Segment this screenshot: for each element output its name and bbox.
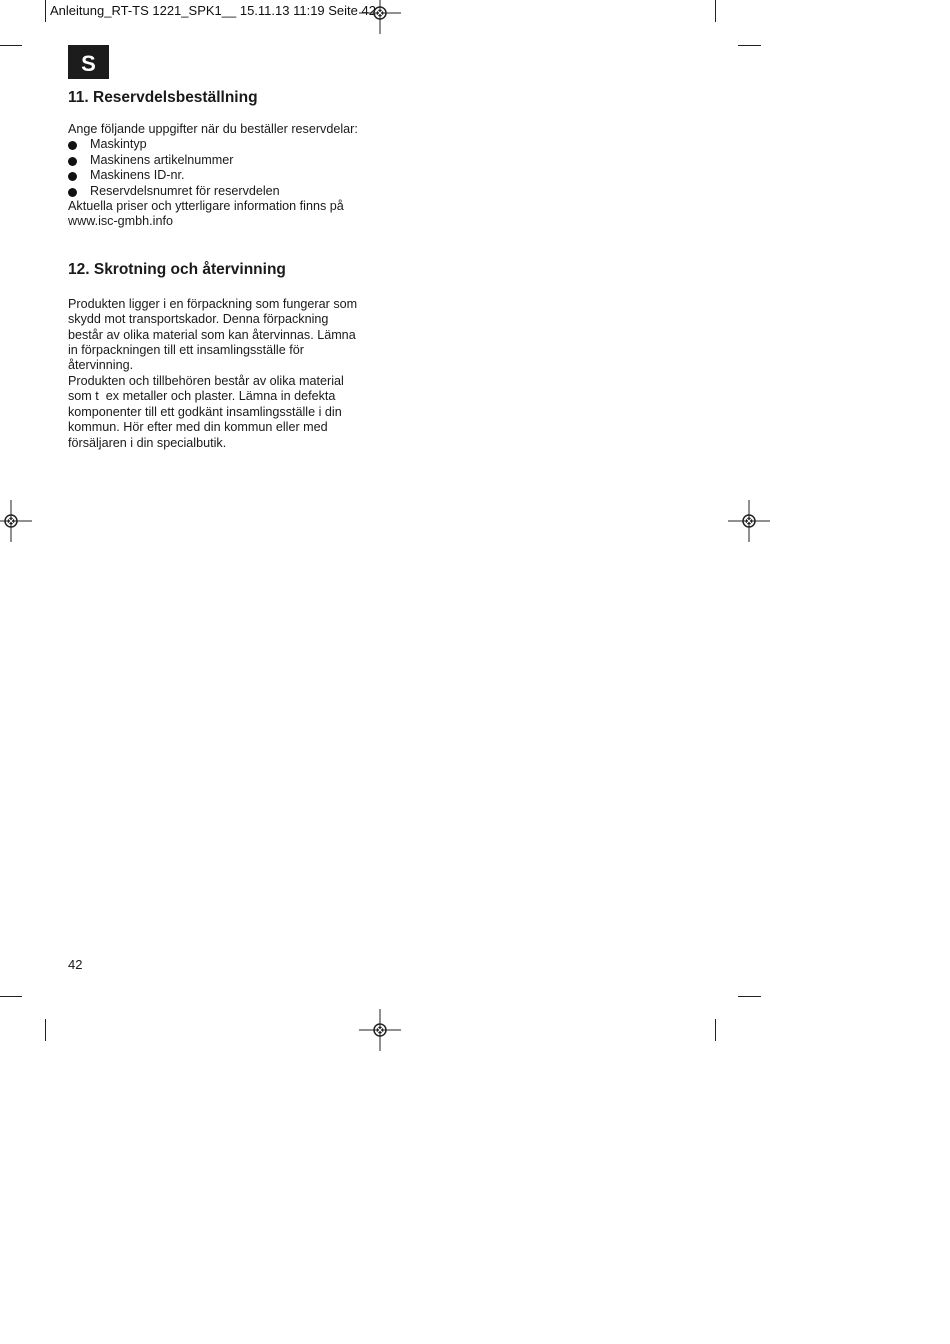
section-intro: Ange följande uppgifter när du beställer reservdelar: — [68, 122, 358, 136]
section-heading: 11. Reservdelsbeställning — [68, 89, 258, 106]
bullet-icon — [68, 172, 77, 181]
text-line: består av olika material som kan återvinnas. Lämna — [68, 327, 356, 342]
list-item: Maskinens artikelnummer — [68, 153, 368, 168]
bullet-icon — [68, 188, 77, 197]
crop-mark — [0, 996, 22, 997]
text-line: Produkten ligger i en förpackning som fungerar som — [68, 296, 358, 311]
main-content — [68, 88, 368, 451]
paragraph — [68, 297, 368, 374]
list-item: Maskinens ID-nr. — [68, 168, 368, 183]
text-line: skydd mot transportskador. Denna förpackning — [68, 312, 329, 327]
page-number: 42 — [68, 957, 83, 972]
crop-mark — [738, 996, 761, 997]
crop-mark — [715, 0, 716, 22]
crop-mark — [0, 45, 22, 46]
registration-mark-icon — [0, 500, 32, 542]
text-line: försäljaren i din specialbutik. — [68, 435, 227, 450]
crop-mark — [738, 45, 761, 46]
registration-mark-icon — [359, 1009, 401, 1051]
text-line: komponenter till ett godkänt insamlingsställe i din — [68, 404, 342, 419]
list-item: Reservdelsnumret för reservdelen — [68, 184, 368, 199]
bullet-list — [68, 137, 368, 199]
section-heading: 12. Skrotning och återvinning — [68, 260, 286, 278]
bullet-icon — [68, 157, 77, 166]
text-line: som t ex metaller och plaster. Lämna in defekta — [68, 389, 336, 404]
text-line: in förpackningen till ett insamlingsställe för — [68, 343, 304, 358]
crop-mark — [45, 1019, 46, 1041]
text-line: återvinning. — [68, 358, 134, 373]
crop-mark — [715, 1019, 716, 1041]
print-header-slug: Anleitung_RT-TS 1221_SPK1__ 15.11.13 11:19 Seite 42 — [50, 3, 376, 18]
language-badge: S — [68, 45, 109, 79]
text-line: kommun. Hör efter med din kommun eller med — [68, 420, 328, 435]
crop-mark — [45, 0, 46, 22]
registration-mark-icon — [728, 500, 770, 542]
text-line: Produkten och tillbehören består av olika material — [68, 373, 344, 388]
list-item: Maskintyp — [68, 137, 368, 152]
paragraph — [68, 374, 368, 451]
website-link: www.isc-gmbh.info — [68, 214, 173, 229]
section-outro-line: Aktuella priser och ytterligare information finns på — [68, 199, 344, 214]
registration-mark-icon — [359, 0, 401, 34]
bullet-icon — [68, 141, 77, 150]
